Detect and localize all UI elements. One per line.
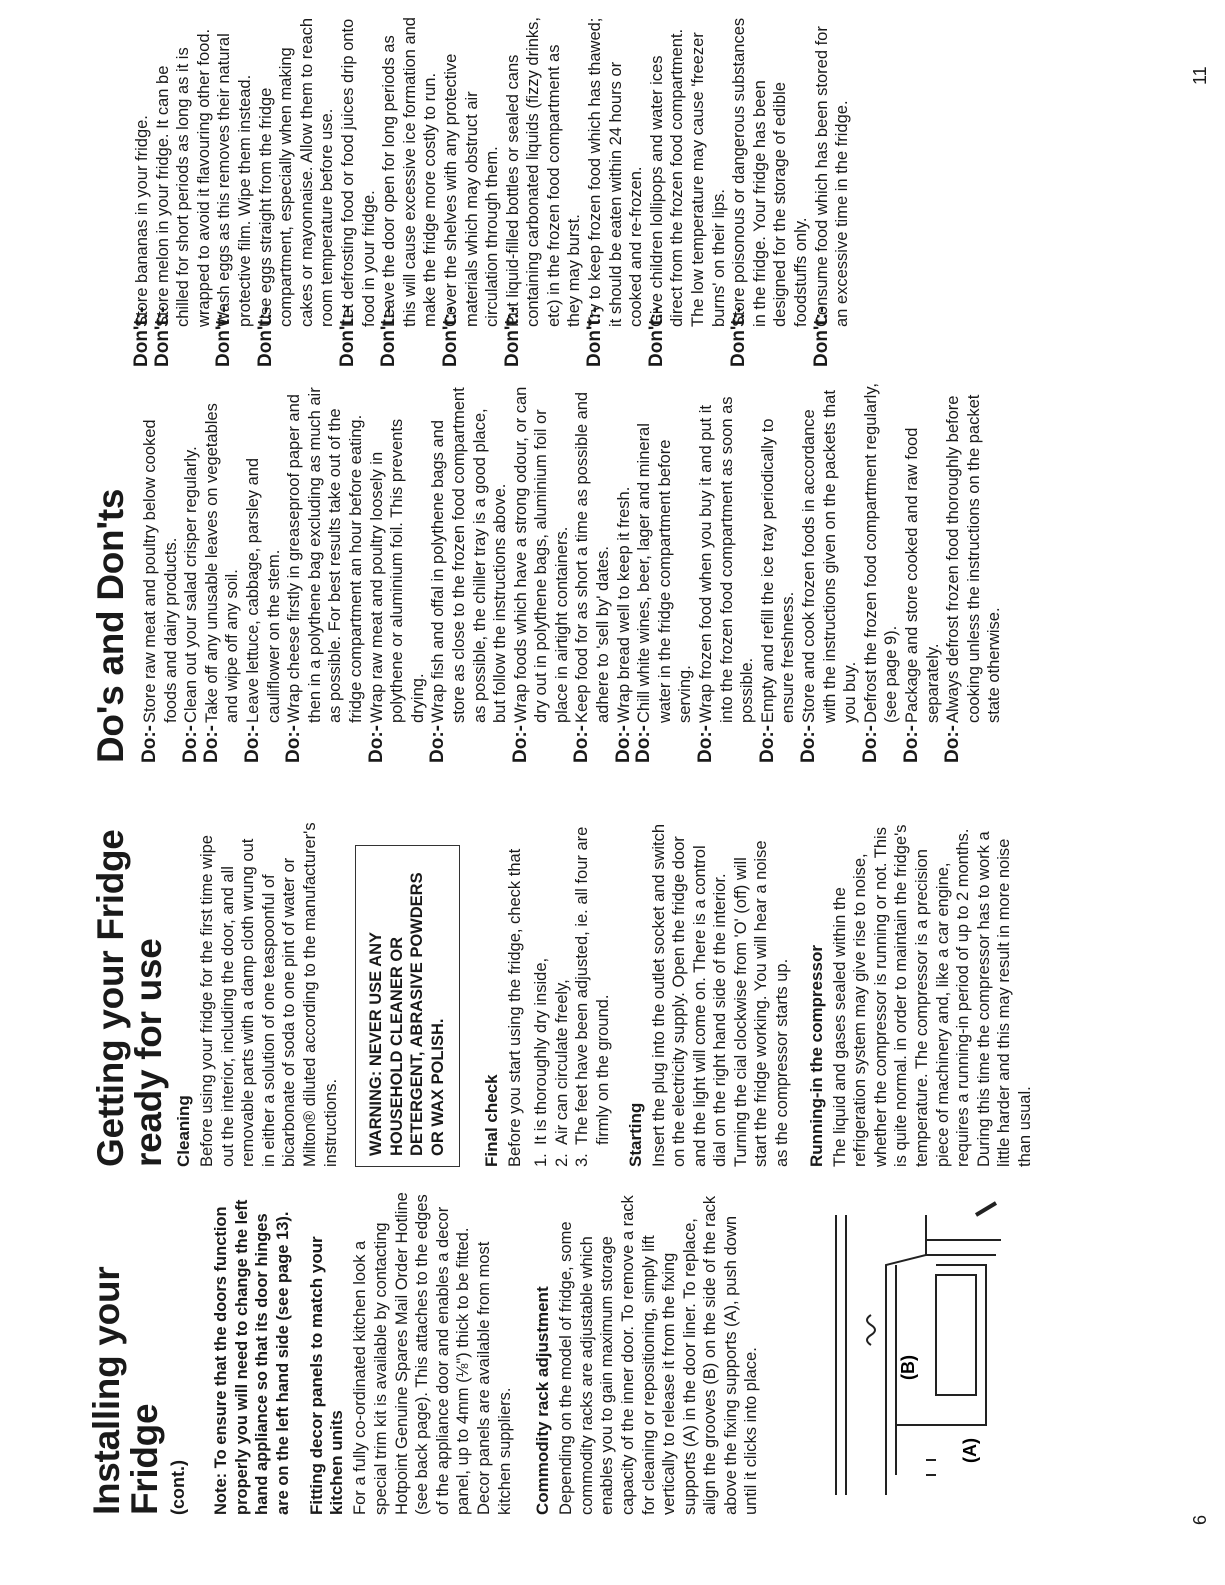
dont-entry-label: Don't:- [213, 306, 235, 367]
dont-entry-text: Give children lollipops and water ices direct from the frozen food compartment. The low temperature may cause 'freezer burns' on their lips. [647, 28, 728, 327]
do-entry-text: Chill white wines, beer, lager and mineral water in the fridge compartment before serving. [635, 423, 695, 723]
do-entry-label: Do:- [365, 725, 387, 763]
do-entry-label: Do:- [900, 725, 922, 763]
do-entry [572, 383, 613, 763]
do-entry-label: Do:- [200, 725, 222, 763]
decor-body: For a fully co-ordinated kitchen look a special trim kit is available by contacting Hotpoint Genuine Spares Mail Order Hotline (see back page). This attaches to the edges of the appliance door and enables a decor panel, up to 4mm (⅛") thick to be fitted. Decor panels are available from most kitchen suppliers. [351, 1192, 514, 1515]
starting-heading: Starting [625, 1102, 645, 1167]
dont-entry [441, 17, 503, 367]
do-entry-label: Do:- [633, 725, 655, 763]
do-entry [799, 383, 861, 763]
do-entry-text: Wrap frozen food when you buy it and put it into the frozen food compartment as soon as possible. [697, 396, 757, 723]
dos-column [92, 383, 1005, 763]
do-entry-label: Do:- [695, 725, 717, 763]
do-entry-text: Wrap fish and offal in polythene bags and store as close to the frozen food compartment as possible, the chiller tray is a good place, but follow the instructions above. [429, 387, 510, 723]
dont-entry-label: Don't:- [151, 306, 173, 367]
running-in-heading: Running-in the compressor [806, 945, 826, 1167]
final-check-body: Before you start using the fridge, check that [505, 848, 524, 1167]
dont-entry [132, 17, 153, 367]
do-entry-label: Do:- [427, 725, 449, 763]
dont-entry-text: Leave the door open for long periods as this will cause excessive ice formation and make the fridge more costly to run. [380, 17, 440, 327]
do-entry-text: Wrap raw meat and poultry loosely in polythene or aluminium foil. This prevents drying. [367, 418, 427, 723]
do-entry [902, 383, 943, 763]
installing-title: Installing your Fridge [86, 1266, 165, 1515]
rack-body: Depending on the model of fridge, some commodity racks are adjustable which enables you to gain maximum storage capacity of the inner door. To remove a rack for cleaning or repositioning, simply lift vertically to release it from the fixing supports (A) in the door liner. To replace, align the grooves (B) on the side of the rack above the fixing supports (A), push down until it clicks into place. [557, 1195, 761, 1515]
do-entry-text: Wrap foods which have a strong odour, or can dry out in polythene bags, aluminium foil or place in airtight containers. [511, 386, 571, 723]
dont-entry [338, 17, 379, 367]
do-entry-label: Do:- [283, 725, 305, 763]
do-entry-label: Do:- [756, 725, 778, 763]
do-entry-text: Package and store cooked and raw food separately. [902, 427, 942, 723]
installing-column [88, 1185, 1006, 1515]
cleaning-body: Before using your fridge for the first time wipe out the interior, including the door, and all removable parts with a damp cloth wrung out in either a solution of one teaspoonful of bicarbonate of soda to one pint of water or Milton® diluted according to the manufacturer's instructions. [198, 822, 340, 1167]
do-entry [140, 383, 181, 763]
do-entry [367, 383, 429, 763]
dont-entry-label: Don't:- [131, 306, 152, 367]
do-entry [943, 383, 1005, 763]
donts-column [132, 17, 853, 367]
rack-diagram [776, 1155, 1006, 1515]
do-entry-label: Do:- [180, 725, 202, 763]
do-entry-text: Take off any unusable leaves on vegetables and wipe off any soil. [202, 403, 242, 723]
dont-entry [214, 17, 255, 367]
do-entry-text: Wrap bread well to keep it fresh. [614, 486, 633, 723]
do-entry-text: Empty and refill the ice tray periodically to ensure freshness. [758, 418, 798, 723]
getting-ready-title [92, 822, 168, 1167]
do-entry [614, 383, 635, 763]
donts-list [132, 17, 853, 367]
cleaning-heading: Cleaning [174, 1095, 193, 1167]
label-b: (B) [898, 1355, 919, 1380]
do-entry-text: Defrost the frozen food compartment regularly, (see page 9). [861, 383, 901, 723]
do-entry-label: Do:- [612, 725, 634, 763]
getting-ready-title-line1: Getting your Fridge [90, 829, 131, 1167]
do-entry-label: Do:- [139, 725, 160, 763]
dont-entry-text: Wash eggs as this removes their natural protective film. Wipe them instead. [215, 33, 254, 327]
dos-donts-title: Do's and Don'ts [90, 488, 131, 763]
dont-entry-text: Use eggs straight from the fridge compartment, especially when making cakes or mayonnaise. Allow them to reach room temperature before use. [256, 17, 337, 327]
decor-heading: Fitting decor panels to match your kitchen units [307, 1236, 347, 1515]
do-entry-label: Do:- [798, 725, 819, 763]
do-entry [758, 383, 799, 763]
dont-entry-label: Don't:- [336, 306, 358, 367]
dos-list [140, 383, 1005, 763]
dont-entry-text: Store melon in your fridge. It can be chilled for short periods as long as it is wrapped to avoid it flavouring other food. [153, 28, 213, 327]
dont-entry [585, 17, 647, 367]
rack-heading: Commodity rack adjustment [533, 1286, 553, 1515]
dont-entry-text: Consume food which has been stored for an excessive time in the fridge. [812, 26, 852, 327]
do-entry [511, 383, 573, 763]
page-number-left: 6 [1190, 1514, 1210, 1525]
do-entry-text: Leave lettuce, cabbage, parsley and cauliflower on the stem. [243, 457, 283, 723]
doors-note: Note: To ensure that the doors function properly you will need to change the left hand appliance so that its door hinges are on the left hand side (see page 13). [212, 1199, 292, 1515]
installing-subtitle: (cont.) [168, 1460, 188, 1515]
dont-entry [153, 17, 215, 367]
do-entry-label: Do:- [571, 725, 593, 763]
do-entry [243, 383, 284, 763]
final-check-heading: Final check [481, 1074, 501, 1167]
do-entry-text: Always defrost frozen food thoroughly before cooking unless the instructions on the packet state otherwise. [944, 394, 1004, 723]
dont-entry-text: Store poisonous or dangerous substances in the fridge. Your fridge has been designed for the storage of edible foodstuffs only. [730, 17, 810, 327]
do-entry [696, 383, 758, 763]
check-item: 2. Air can circulate freely, [552, 979, 571, 1167]
final-check-list [531, 822, 613, 1167]
label-a: (A) [960, 1438, 981, 1463]
getting-ready-title-line2: ready for use [128, 938, 169, 1167]
do-entry [861, 383, 902, 763]
dont-entry [379, 17, 441, 367]
dont-entry-label: Don't:- [501, 306, 523, 367]
dont-entry-label: Don't:- [810, 306, 832, 367]
do-entry-label: Do:- [859, 725, 881, 763]
dont-entry-label: Don't:- [728, 306, 750, 367]
do-entry-text: Store and cook frozen foods in accordance with the instructions given on the packets that you buy. [800, 390, 860, 723]
dont-entry-label: Don't:- [254, 306, 276, 367]
dont-entry [647, 17, 729, 367]
dont-entry-text: Let defrosting food or food juices drip onto food in your fridge. [338, 18, 378, 327]
do-entry-text: Keep food for as short a time as possible and adhere to 'sell by' dates. [573, 391, 613, 723]
starting-body: Insert the plug into the outlet socket and switch on the electricity supply. Open the fridge door and the light will come on. There is a control dial on the right hand side of the interior. Turning the cial clockwise from 'O' (off) will start the fridge working. You will hear a noise as the compressor starts up. [649, 823, 792, 1167]
do-entry [634, 383, 696, 763]
do-entry [181, 383, 202, 763]
do-entry-label: Do:- [509, 725, 531, 763]
do-entry-label: Do:- [241, 725, 263, 763]
dont-entry-text: Store bananas in your fridge. [133, 115, 151, 327]
check-item: 3. The feet have been adjusted, ie. all four are firmly on the ground. [573, 826, 612, 1167]
dont-entry-label: Don't:- [584, 306, 606, 367]
dont-entry-label: Don't:- [439, 306, 461, 367]
page-number-right: 11 [1190, 66, 1210, 85]
getting-ready-column [92, 822, 1050, 1167]
check-item: 1. It is thoroughly dry inside, [532, 957, 551, 1167]
do-entry [284, 383, 366, 763]
do-entry [428, 383, 510, 763]
do-entry-text: Clean out your salad crisper regularly. [182, 446, 201, 723]
dont-entry-label: Don't:- [645, 306, 667, 367]
do-entry [202, 383, 243, 763]
do-entry-text: Store raw meat and poultry below cooked foods and dairy products. [141, 419, 180, 723]
dont-entry [256, 17, 338, 367]
running-in-body: The liquid and gases sealed within the refrigeration system may give rise to noise, whether the compressor is running or not. This is quite normal. in order to maintain the fridge's temperature. The compressor is a precision piece of machinery and, like a car engine, requires a running-in period of up to 2 months. During this time the compressor has to work a little harder and this may result in more noise than usual. [830, 824, 1034, 1167]
dont-entry-text: Try to keep frozen food which has thawed; it should be eaten within 24 hours or cooked and re-frozen. [586, 17, 646, 327]
dont-entry [812, 17, 853, 367]
dont-entry-label: Don't:- [378, 306, 400, 367]
warning-box: WARNING: NEVER USE ANY HOUSEHOLD CLEANER OR DETERGENT, ABRASIVE POWDERS OR WAX POLISH. [355, 845, 459, 1167]
dont-entry [729, 17, 811, 367]
dont-entry [503, 17, 585, 367]
rack-diagram-illustration [776, 1185, 1006, 1515]
dont-entry-text: Cover the shelves with any protective materials which may obstruct air circulation through them. [441, 53, 502, 327]
do-entry-label: Do:- [942, 725, 964, 763]
do-entry-text: Wrap cheese firstly in greaseproof paper and then in a polythene bag excluding as much air as possible. For best results take out of the fridge compartment an hour before eating. [285, 387, 365, 723]
dont-entry-text: Put liquid-filled bottles or sealed cans containing carbonated liquids (fizzy drinks, etc) in the frozen food compartment as they may burst. [503, 17, 584, 327]
